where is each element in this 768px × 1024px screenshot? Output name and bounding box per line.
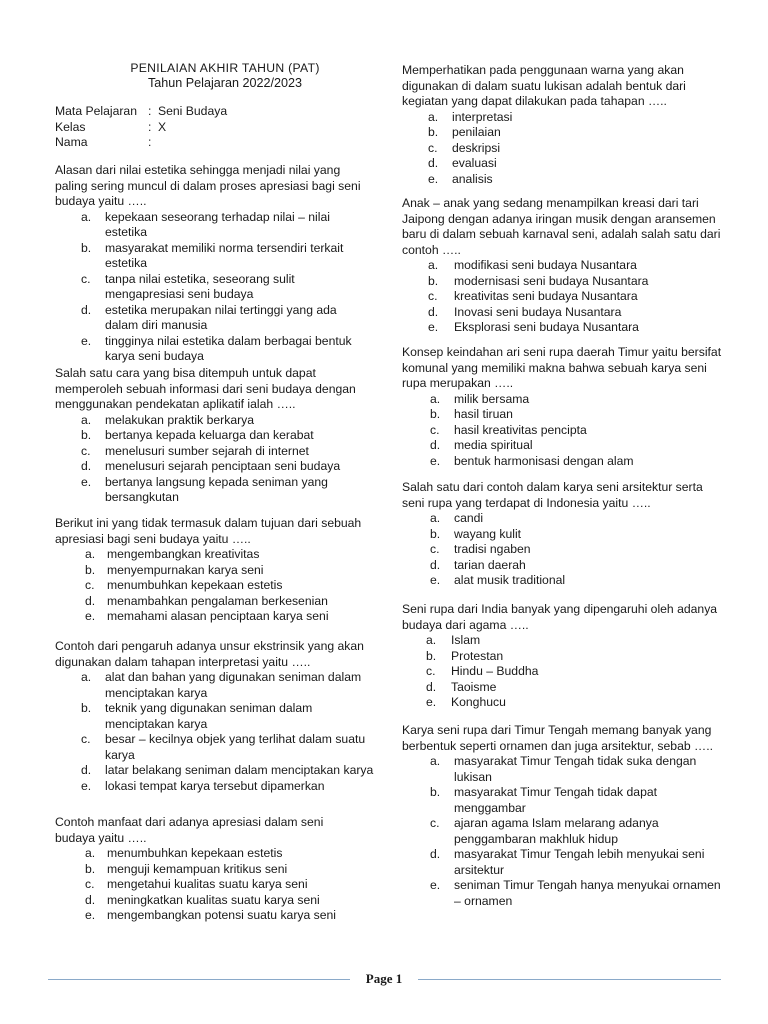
answer-option (426, 664, 722, 680)
answer-option (81, 444, 365, 460)
footer-divider-left (48, 979, 350, 980)
option-text: menelusuri sejarah penciptaan seni budaya (105, 459, 341, 473)
answer-option (81, 303, 365, 334)
answer-option (430, 392, 722, 408)
option-text: kreativitas seni budaya Nusantara (454, 289, 638, 303)
answer-option (81, 272, 365, 303)
question-text: Alasan dari nilai estetika sehingga menjadi nilai yang paling sering muncul di dalam proses apresiasi bagi seni budaya yaitu ….. (55, 163, 361, 208)
answer-option (85, 594, 365, 610)
option-text: menumbuhkan kepekaan estetis (107, 846, 283, 860)
option-letter: a. (430, 754, 441, 768)
class-row (55, 120, 227, 136)
option-text: estetika merupakan nilai tertinggi yang ada dalam diri manusia (105, 302, 337, 332)
question (55, 163, 365, 365)
option-letter: e. (430, 453, 441, 468)
answer-options (402, 392, 722, 470)
question-text: Anak – anak yang sedang menampilkan kreasi dari tari Jaipong dengan adanya iringan musik dengan aransemen baru di dalam sebuah karnaval seni, adalah salah satu dari contoh ….. (402, 196, 721, 257)
answer-option (430, 558, 727, 574)
option-text: Eksplorasi seni budaya Nusantara (454, 320, 639, 334)
option-letter: d. (428, 304, 439, 319)
option-letter: c. (430, 816, 440, 830)
question (402, 602, 722, 711)
option-letter: d. (430, 847, 441, 861)
option-text: Taoisme (451, 679, 497, 694)
question (402, 63, 722, 187)
answer-option (81, 732, 381, 763)
answer-option (428, 258, 724, 274)
option-letter: b. (81, 428, 92, 442)
answer-option (81, 459, 365, 475)
question (55, 516, 365, 625)
option-text: melakukan praktik berkarya (105, 412, 255, 427)
answer-option (428, 320, 724, 336)
answer-option (85, 908, 365, 924)
option-text: penilaian (452, 125, 501, 139)
exam-heading (55, 61, 395, 91)
answer-option (426, 649, 722, 665)
option-text: masyarakat Timur Tengah tidak suka dengan lukisan (454, 754, 697, 784)
question-text: Konsep keindahan ari seni rupa daerah Timur yaitu bersifat komunal yang memiliki makna bahwa sebuah karya seni rupa merupakan ….. (402, 345, 722, 390)
option-letter: a. (85, 547, 96, 561)
option-text: alat dan bahan yang digunakan seniman dalam menciptakan karya (105, 670, 362, 700)
subject-row (55, 104, 227, 120)
answer-option (430, 454, 722, 470)
option-letter: e. (85, 609, 96, 623)
answer-option (85, 846, 365, 862)
option-letter: e. (81, 474, 92, 489)
option-letter: c. (428, 289, 438, 303)
answer-option (430, 847, 730, 878)
answer-option (428, 305, 724, 321)
question-text: Contoh manfaat dari adanya apresiasi dalam seni budaya yaitu ….. (55, 815, 324, 845)
option-text: modernisasi seni budaya Nusantara (454, 273, 649, 288)
answer-option (430, 527, 727, 543)
option-text: Inovasi seni budaya Nusantara (454, 304, 622, 319)
option-text: mengetahui kualitas suatu karya seni (107, 877, 308, 891)
option-letter: a. (85, 846, 96, 860)
answer-option (85, 877, 365, 893)
option-text: menambahkan pengalaman berkesenian (107, 593, 328, 608)
option-text: wayang kulit (454, 526, 522, 541)
option-text: Hindu – Buddha (451, 664, 539, 678)
answer-option (430, 785, 730, 816)
option-text: memahami alasan penciptaan karya seni (107, 609, 329, 623)
option-letter: c. (430, 422, 440, 437)
answer-option (426, 695, 722, 711)
option-text: alat musik traditional (454, 573, 566, 587)
answer-option (430, 438, 722, 454)
answer-option (81, 701, 381, 732)
option-letter: c. (81, 732, 91, 746)
option-letter: a. (430, 511, 441, 525)
option-letter: b. (428, 273, 439, 288)
option-text: hasil kreativitas pencipta (454, 422, 587, 437)
answer-option (430, 407, 722, 423)
answer-option (430, 542, 727, 558)
option-text: milik bersama (454, 391, 530, 406)
option-letter: d. (85, 892, 96, 907)
answer-option (81, 210, 365, 241)
answer-options (55, 413, 365, 506)
answer-option (428, 125, 722, 141)
class-value: X (158, 119, 167, 134)
question-text: Salah satu cara yang bisa ditempuh untuk dapat memperoleh sebuah informasi dari seni budaya dengan menggunakan pendekatan aplikatif ialah ….. (55, 366, 356, 411)
option-text: tingginya nilai estetika dalam berbagai bentuk karya seni budaya (105, 333, 352, 363)
name-label: Nama (55, 135, 88, 149)
answer-option (85, 893, 365, 909)
option-letter: d. (81, 459, 92, 473)
answer-options (402, 511, 727, 589)
answer-options (402, 633, 722, 711)
option-text: analisis (452, 171, 493, 186)
answer-option (430, 573, 727, 589)
option-text: Konghucu (451, 695, 506, 709)
option-text: tradisi ngaben (454, 542, 531, 556)
option-letter: d. (81, 302, 92, 317)
option-text: bertanya kepada keluarga dan kerabat (105, 428, 314, 442)
option-letter: b. (430, 785, 441, 799)
option-letter: a. (81, 209, 92, 224)
option-text: kepekaan seseorang terhadap nilai – nilai estetika (105, 209, 330, 239)
option-letter: d. (430, 557, 441, 572)
option-text: candi (454, 511, 484, 525)
answer-option (85, 547, 365, 563)
question-text: Contoh dari pengaruh adanya unsur ekstrinsik yang akan digunakan dalam tahapan interpretasi yaitu ….. (55, 639, 364, 669)
question-text: Memperhatikan pada penggunaan warna yang akan digunakan di dalam suatu lukisan adalah bentuk dari kegiatan yang dapat dilakukan pada tahapan ….. (402, 63, 686, 108)
option-text: interpretasi (452, 109, 513, 124)
answer-option (428, 110, 722, 126)
option-letter: a. (428, 258, 439, 272)
name-colon: : (148, 135, 152, 149)
option-text: masyarakat memiliki norma tersendiri terkait estetika (105, 240, 344, 270)
subject-label: Mata Pelajaran (55, 104, 137, 118)
answer-option (81, 241, 365, 272)
option-letter: d. (426, 679, 437, 694)
option-letter: a. (81, 412, 92, 427)
answer-options (55, 670, 381, 794)
option-text: latar belakang seniman dalam menciptakan karya (105, 763, 374, 777)
option-letter: b. (85, 562, 96, 577)
option-letter: b. (85, 861, 96, 876)
question-text: Seni rupa dari India banyak yang dipengaruhi oleh adanya budaya dari agama ….. (402, 602, 718, 632)
option-letter: e. (85, 908, 96, 922)
option-text: media spiritual (454, 438, 533, 452)
option-letter: e. (430, 573, 441, 587)
option-text: mengembangkan potensi suatu karya seni (107, 908, 336, 922)
exam-subtitle: Tahun Pelajaran 2022/2023 (147, 76, 303, 90)
answer-option (430, 423, 722, 439)
answer-options (402, 258, 724, 336)
option-letter: b. (428, 125, 439, 139)
answer-option (81, 779, 381, 795)
question (55, 815, 365, 924)
option-text: ajaran agama Islam melarang adanya penggambaran makhluk hidup (454, 816, 659, 846)
option-text: tarian daerah (454, 557, 526, 572)
answer-option (426, 680, 722, 696)
option-letter: c. (428, 140, 438, 155)
answer-option (428, 141, 722, 157)
option-text: menguji kemampuan kritikus seni (107, 861, 288, 876)
answer-option (81, 670, 381, 701)
option-text: menumbuhkan kepekaan estetis (107, 578, 283, 592)
option-letter: e. (426, 695, 437, 709)
option-text: tanpa nilai estetika, seseorang sulit mengapresiasi seni budaya (105, 271, 295, 301)
answer-option (428, 172, 722, 188)
option-letter: c. (85, 877, 95, 891)
answer-option (85, 609, 365, 625)
option-text: lokasi tempat karya tersebut dipamerkan (105, 778, 325, 793)
option-text: menyempurnakan karya seni (107, 562, 264, 577)
answer-options (55, 547, 365, 625)
option-letter: a. (428, 109, 439, 124)
class-colon: : (148, 119, 152, 134)
question-text: Berikut ini yang tidak termasuk dalam tujuan dari sebuah apresiasi bagi seni budaya yaitu ….. (55, 516, 362, 546)
option-text: mengembangkan kreativitas (107, 547, 260, 561)
option-letter: b. (426, 648, 437, 663)
answer-option (430, 878, 730, 909)
answer-option (81, 475, 365, 506)
answer-option (430, 511, 727, 527)
option-text: seniman Timur Tengah hanya menyukai ornamen – ornamen (454, 878, 721, 908)
option-letter: a. (81, 670, 92, 684)
option-letter: c. (81, 271, 91, 286)
answer-option (85, 563, 365, 579)
option-letter: e. (428, 171, 439, 186)
option-text: bertanya langsung kepada seniman yang bersangkutan (105, 474, 328, 504)
option-letter: e. (81, 778, 92, 793)
option-letter: e. (81, 333, 92, 348)
answer-option (430, 816, 730, 847)
option-text: teknik yang digunakan seniman dalam menciptakan karya (105, 701, 313, 731)
answer-option (85, 862, 365, 878)
option-text: masyarakat Timur Tengah lebih menyukai seni arsitektur (454, 847, 705, 877)
option-letter: c. (85, 578, 95, 592)
answer-option (81, 413, 365, 429)
option-letter: b. (81, 701, 92, 715)
option-letter: a. (426, 633, 437, 647)
subject-value: Seni Budaya (158, 104, 228, 118)
subject-colon: : (148, 104, 152, 118)
page-number: Page 1 (365, 971, 403, 986)
question (402, 196, 724, 336)
answer-options (402, 110, 722, 188)
option-letter: b. (81, 240, 92, 255)
option-text: masyarakat Timur Tengah tidak dapat menggambar (454, 785, 658, 815)
answer-options (402, 754, 730, 909)
answer-option (81, 334, 365, 365)
answer-option (426, 633, 722, 649)
option-letter: e. (428, 320, 439, 334)
class-label: Kelas (55, 119, 86, 134)
option-letter: b. (430, 407, 441, 421)
option-text: deskripsi (452, 140, 501, 155)
option-text: hasil tiruan (454, 407, 513, 421)
footer-divider-right (418, 979, 721, 980)
question (402, 345, 722, 469)
option-letter: b. (430, 526, 441, 541)
answer-options (55, 210, 365, 365)
answer-option (428, 274, 724, 290)
question (55, 366, 365, 506)
option-text: evaluasi (452, 156, 497, 170)
answer-option (81, 428, 365, 444)
option-letter: d. (85, 593, 96, 608)
answer-option (81, 763, 381, 779)
option-letter: e. (430, 878, 441, 892)
option-text: Islam (451, 633, 481, 647)
option-letter: c. (426, 664, 436, 678)
option-letter: d. (430, 438, 441, 452)
answer-option (430, 754, 730, 785)
option-letter: c. (81, 443, 91, 458)
name-row (55, 135, 227, 151)
question-text: Karya seni rupa dari Timur Tengah memang banyak yang berbentuk seperti ornamen dan juga arsitektur, sebab ….. (402, 723, 713, 753)
answer-options (55, 846, 365, 924)
question (402, 723, 722, 909)
answer-option (428, 156, 722, 172)
option-text: menelusuri sumber sejarah di internet (105, 443, 309, 458)
exam-title: PENILAIAN AKHIR TAHUN (PAT) (130, 61, 320, 75)
answer-option (85, 578, 365, 594)
question-text: Salah satu dari contoh dalam karya seni arsitektur serta seni rupa yang terdapat di Indonesia yaitu ….. (402, 480, 703, 510)
option-letter: c. (430, 542, 440, 556)
answer-option (428, 289, 724, 305)
option-text: Protestan (451, 648, 504, 663)
option-letter: d. (81, 763, 92, 777)
option-text: besar – kecilnya objek yang terlihat dalam suatu karya (105, 732, 366, 762)
question (55, 639, 385, 794)
option-letter: d. (428, 156, 439, 170)
option-text: modifikasi seni budaya Nusantara (454, 258, 637, 272)
student-info (55, 104, 227, 151)
option-text: meningkatkan kualitas suatu karya seni (107, 892, 320, 907)
option-letter: a. (430, 391, 441, 406)
question (402, 480, 727, 589)
option-text: bentuk harmonisasi dengan alam (454, 453, 634, 468)
